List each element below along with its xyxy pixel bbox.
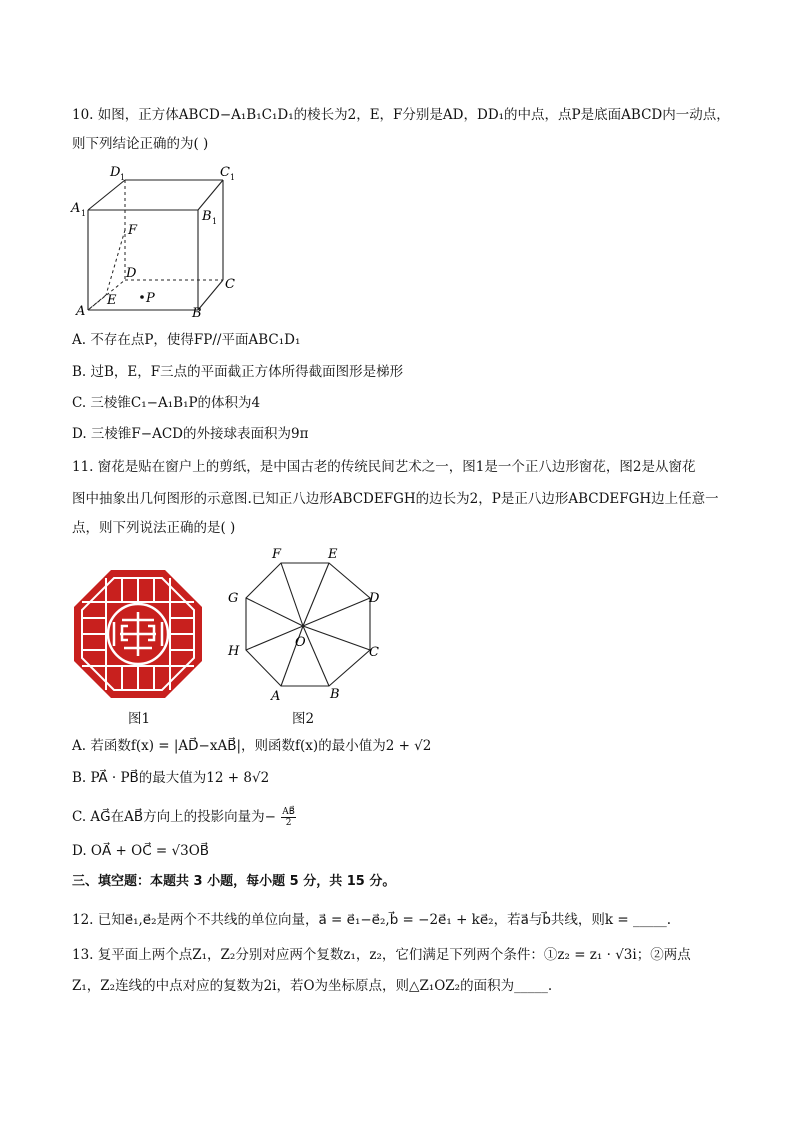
q10-option-a: A. 不存在点P，使得FP//平面ABC₁D₁ bbox=[72, 332, 301, 348]
label-F: F bbox=[128, 223, 138, 238]
label-B1-sub: 1 bbox=[212, 217, 218, 226]
q13-stem-line1: 13. 复平面上两个点Z₁，Z₂分别对应两个复数z₁，z₂，它们满足下列两个条件：①z₂ = z₁ · √3i；②两点 bbox=[72, 947, 691, 963]
figure-1-caption: 图1 bbox=[128, 711, 151, 727]
q11-option-d: D. OA⃗ + OC⃗ = √3OB⃗ bbox=[72, 843, 210, 859]
label-D: D bbox=[126, 266, 137, 281]
window-flower-image bbox=[72, 568, 204, 700]
label-P: P bbox=[146, 291, 155, 306]
label-B: B bbox=[192, 306, 202, 320]
q11-stem-line2: 图中抽象出几何图形的示意图.已知正八边形ABCDEFGH的边长为2，P是正八边形ABCDEFGH边上任意一 bbox=[72, 491, 719, 507]
q11-option-c bbox=[72, 807, 296, 828]
octagon-figure bbox=[224, 546, 388, 704]
cube-figure bbox=[66, 160, 246, 320]
label-C1-sub: 1 bbox=[230, 173, 236, 182]
q11-option-a: A. 若函数f(x) = |AD⃗−xAB⃗|，则函数f(x)的最小值为2 + √2 bbox=[72, 738, 432, 754]
oct-label-B: B bbox=[330, 687, 340, 702]
label-C: C bbox=[225, 277, 235, 292]
q10-option-d: D. 三棱锥F−ACD的外接球表面积为9π bbox=[72, 426, 309, 442]
section-3-heading: 三、填空题：本题共 3 小题，每小题 5 分，共 15 分。 bbox=[72, 874, 396, 889]
q10-option-b: B. 过B，E，F三点的平面截正方体所得截面图形是梯形 bbox=[72, 364, 404, 380]
oct-label-E: E bbox=[328, 547, 338, 562]
label-A1: A bbox=[71, 201, 81, 216]
label-A1-sub: 1 bbox=[81, 209, 87, 218]
oct-label-G: G bbox=[228, 591, 239, 606]
q12-stem: 12. 已知e⃗₁,e⃗₂是两个不共线的单位向量，a⃗ = e⃗₁−e⃗₂,b⃗ = −2e⃗₁ + ke⃗₂，若a⃗与b⃗共线，则k = _____. bbox=[72, 912, 672, 928]
oct-label-O: O bbox=[295, 635, 306, 650]
oct-label-F: F bbox=[272, 547, 282, 562]
figure-2-caption: 图2 bbox=[292, 711, 315, 727]
fraction-denominator: 2 bbox=[285, 818, 292, 828]
q10-stem-line2: 则下列结论正确的为( ) bbox=[72, 136, 209, 152]
label-C1: C bbox=[220, 165, 230, 180]
q10-option-c: C. 三棱锥C₁−A₁B₁P的体积为4 bbox=[72, 395, 261, 411]
q11-stem-line3: 点，则下列说法正确的是( ) bbox=[72, 520, 236, 536]
q10-stem-line1: 10. 如图，正方体ABCD−A₁B₁C₁D₁的棱长为2，E，F分别是AD，DD₁的中点，点P是底面ABCD内一动点， bbox=[72, 107, 730, 123]
q13-stem-line2: Z₁，Z₂连线的中点对应的复数为2i，若O为坐标原点，则△Z₁OZ₂的面积为_____. bbox=[72, 978, 553, 994]
oct-label-H: H bbox=[228, 644, 240, 659]
label-B1: B bbox=[202, 209, 212, 224]
label-E: E bbox=[107, 293, 117, 308]
q11-option-c-fraction bbox=[281, 807, 296, 828]
q11-option-c-text: C. AG⃗在AB⃗方向上的投影向量为− bbox=[72, 809, 276, 825]
oct-label-D: D bbox=[369, 591, 380, 606]
label-A: A bbox=[76, 304, 86, 319]
fraction-numerator: AB⃗ bbox=[282, 807, 295, 817]
label-D1-sub: 1 bbox=[120, 173, 126, 182]
oct-label-A: A bbox=[271, 689, 281, 704]
q11-option-b: B. PA⃗ · PB⃗的最大值为12 + 8√2 bbox=[72, 770, 270, 786]
oct-label-C: C bbox=[369, 645, 379, 660]
q11-stem-line1: 11. 窗花是贴在窗户上的剪纸，是中国古老的传统民间艺术之一，图1是一个正八边形窗花，图2是从窗花 bbox=[72, 459, 696, 475]
label-D1: D bbox=[110, 165, 121, 180]
